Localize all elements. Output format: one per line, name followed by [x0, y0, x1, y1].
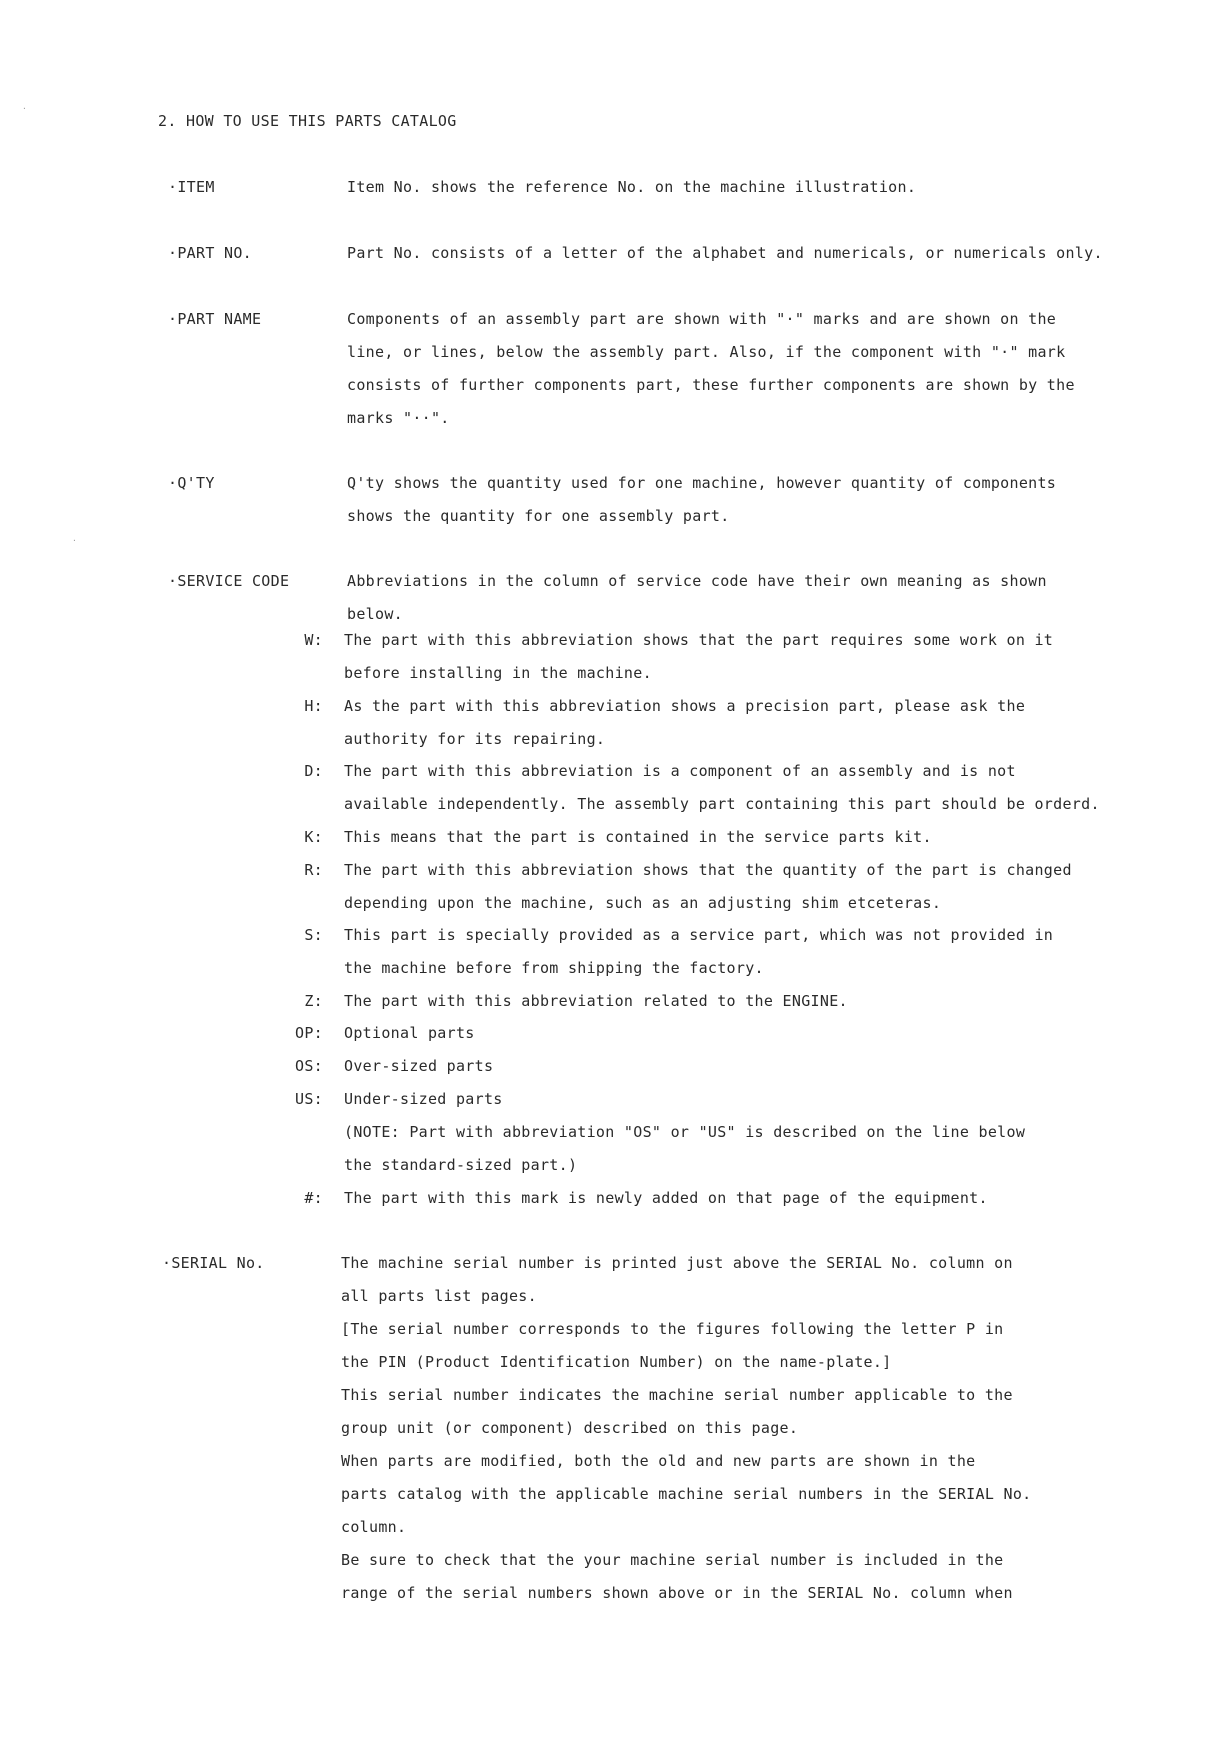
code-desc-line: This part is specially provided as a service part, which was not provided in — [344, 926, 1054, 944]
desc-line: parts catalog with the applicable machine serial numbers in the SERIAL No. — [341, 1485, 1032, 1503]
desc-line: column. — [341, 1518, 407, 1536]
code-desc — [344, 1050, 1124, 1083]
desc-part-no — [347, 237, 1117, 270]
code-label: #: — [304, 1189, 323, 1207]
desc-line: shows the quantity for one assembly part. — [347, 507, 730, 525]
code-desc — [344, 854, 1124, 920]
desc-part-name — [347, 303, 1117, 435]
code-desc — [344, 1083, 1124, 1182]
desc-line: This serial number indicates the machine serial number applicable to the — [341, 1386, 1013, 1404]
code-desc-line: Under-sized parts — [344, 1090, 503, 1108]
code-desc-line: (NOTE: Part with abbreviation "OS" or "US" is described on the line below — [344, 1123, 1026, 1141]
term-qty: ·Q'TY — [168, 474, 215, 492]
code-label: W: — [304, 631, 323, 649]
code-label: Z: — [304, 992, 323, 1010]
code-label: D: — [304, 762, 323, 780]
desc-line: Components of an assembly part are shown with "·" marks and are shown on the — [347, 310, 1057, 328]
code-desc-line: The part with this mark is newly added on that page of the equipment. — [344, 1189, 988, 1207]
code-desc — [344, 690, 1124, 756]
code-desc-line: depending upon the machine, such as an adjusting shim etceteras. — [344, 894, 942, 912]
code-desc-line: before installing in the machine. — [344, 664, 652, 682]
term-item: ·ITEM — [168, 178, 215, 196]
term-part-name: ·PART NAME — [168, 310, 262, 328]
desc-line: Q'ty shows the quantity used for one machine, however quantity of components — [347, 474, 1057, 492]
code-desc — [344, 821, 1124, 854]
desc-line: marks "··". — [347, 409, 450, 427]
desc-line: consists of further components part, these further components are shown by the — [347, 376, 1075, 394]
desc-line: below. — [347, 605, 403, 623]
scan-speck: · — [72, 536, 78, 545]
code-desc-line: The part with this abbreviation shows that the part requires some work on it — [344, 631, 1054, 649]
desc-line: all parts list pages. — [341, 1287, 537, 1305]
code-desc — [344, 1182, 1124, 1215]
code-label: US: — [295, 1090, 323, 1108]
desc-line: Part No. consists of a letter of the alphabet and numericals, or numericals only. — [347, 244, 1103, 262]
code-label: OS: — [295, 1057, 323, 1075]
desc-line: line, or lines, below the assembly part. Also, if the component with "·" mark — [347, 343, 1066, 361]
code-label: R: — [304, 861, 323, 879]
desc-line: Item No. shows the reference No. on the machine illustration. — [347, 178, 917, 196]
desc-line: Abbreviations in the column of service code have their own meaning as shown — [347, 572, 1047, 590]
code-desc-line: As the part with this abbreviation shows a precision part, please ask the — [344, 697, 1026, 715]
code-label: S: — [304, 926, 323, 944]
desc-line: The machine serial number is printed just above the SERIAL No. column on — [341, 1254, 1013, 1272]
code-desc-line: Over-sized parts — [344, 1057, 494, 1075]
code-desc-line: the machine before from shipping the factory. — [344, 959, 764, 977]
code-desc-line: available independently. The assembly part containing this part should be orderd. — [344, 795, 1100, 813]
code-desc — [344, 755, 1124, 821]
code-desc — [344, 624, 1124, 690]
desc-line: When parts are modified, both the old and new parts are shown in the — [341, 1452, 976, 1470]
code-desc-line: The part with this abbreviation is a component of an assembly and is not — [344, 762, 1016, 780]
code-label: OP: — [295, 1024, 323, 1042]
scan-speck: · — [22, 104, 28, 113]
desc-line: range of the serial numbers shown above or in the SERIAL No. column when — [341, 1584, 1013, 1602]
term-part-no: ·PART NO. — [168, 244, 252, 262]
code-desc-line: authority for its repairing. — [344, 730, 606, 748]
desc-line: group unit (or component) described on this page. — [341, 1419, 799, 1437]
code-desc-line: Optional parts — [344, 1024, 475, 1042]
page-heading: 2. HOW TO USE THIS PARTS CATALOG — [158, 112, 457, 130]
desc-service-code — [347, 565, 1117, 631]
code-desc — [344, 985, 1124, 1018]
desc-serial — [341, 1247, 1117, 1610]
desc-item — [347, 171, 1117, 204]
desc-line: [The serial number corresponds to the figures following the letter P in — [341, 1320, 1004, 1338]
code-desc — [344, 1017, 1124, 1050]
code-desc-line: The part with this abbreviation related to the ENGINE. — [344, 992, 848, 1010]
code-desc — [344, 919, 1124, 985]
term-service-code: ·SERVICE CODE — [168, 572, 290, 590]
code-desc-line: the standard-sized part.) — [344, 1156, 578, 1174]
desc-line: Be sure to check that the your machine serial number is included in the — [341, 1551, 1004, 1569]
code-label: H: — [304, 697, 323, 715]
term-serial: ·SERIAL No. — [162, 1254, 265, 1272]
code-desc-line: This means that the part is contained in the service parts kit. — [344, 828, 932, 846]
code-label: K: — [304, 828, 323, 846]
desc-qty — [347, 467, 1117, 533]
code-desc-line: The part with this abbreviation shows that the quantity of the part is changed — [344, 861, 1072, 879]
desc-line: the PIN (Product Identification Number) on the name-plate.] — [341, 1353, 892, 1371]
